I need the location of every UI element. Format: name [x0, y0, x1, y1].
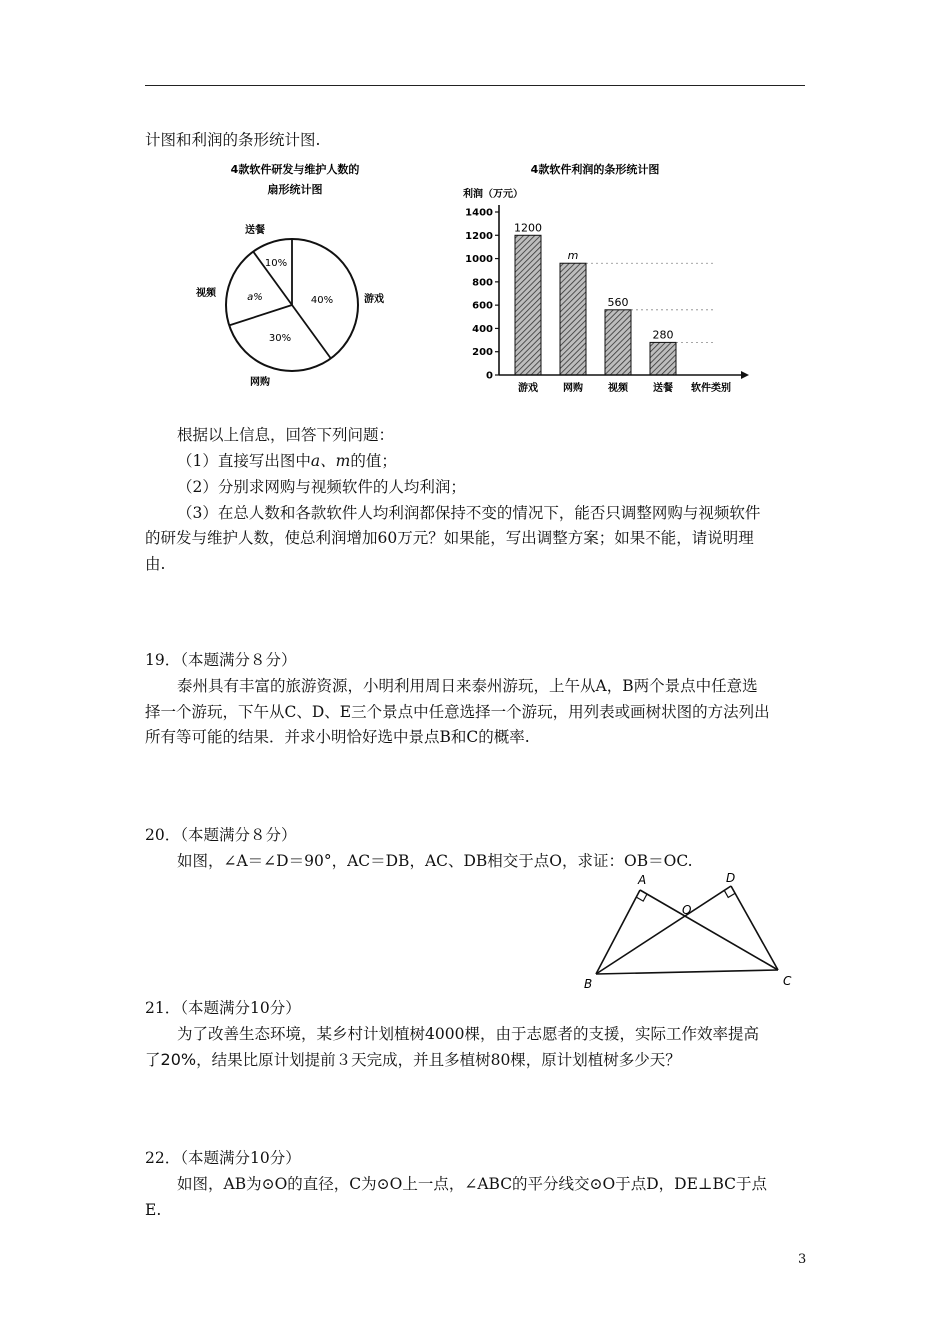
pie-label-shop: 网购	[250, 377, 270, 388]
q21-line2	[145, 1050, 681, 1070]
pie-pct-delivery: 10%	[264, 258, 288, 269]
q19-line3: 所有等可能的结果．并求小明恰好选中景点B和C的概率.	[145, 728, 530, 746]
header-rule	[145, 85, 805, 86]
q22-line1: 如图，AB为⊙O的直径，C为⊙O上一点，∠ABC的平分线交⊙O于点D，DE⊥BC于点	[177, 1175, 768, 1193]
bar-2	[560, 263, 586, 375]
bar-chart	[445, 155, 765, 400]
bar-y-tick-label: 1200	[465, 230, 493, 242]
q18-part3-line1: （3）在总人数和各款软件人均利润都保持不变的情况下，能否只调整网购与视频软件	[177, 504, 761, 522]
q18-part1-vars: a、m	[310, 452, 351, 470]
bar-y-tick-label: 600	[472, 300, 493, 312]
page-number: 3	[798, 1252, 807, 1267]
bar-category-label: 送餐	[653, 383, 673, 394]
pie-divider-game	[292, 305, 331, 358]
bar-x-axis-label: 软件类别	[691, 383, 731, 394]
q19-line2: 择一个游玩，下午从C、D、E三个景点中任意选择一个游玩，用列表或画树状图的方法列出	[145, 703, 770, 721]
bar-category-label: 游戏	[518, 383, 538, 394]
pie-pct-video: a%	[247, 292, 263, 303]
q20-figure	[578, 870, 808, 992]
bar-y-tick-label: 0	[486, 370, 493, 382]
bar-y-tick-label: 1400	[465, 207, 493, 219]
bar-4	[650, 342, 676, 375]
q18-part1-prefix: （1）直接写出图中	[177, 452, 311, 470]
pie-title-line1: 4款软件研发与维护人数的	[230, 163, 360, 176]
segment-bc	[596, 970, 778, 974]
bar-chart-title: 4款软件利润的条形统计图	[530, 163, 660, 176]
vertex-label-d: D	[726, 871, 736, 885]
bar-category-label: 视频	[608, 383, 628, 394]
bar-y-tick-label: 800	[472, 277, 493, 289]
pie-label-delivery: 送餐	[245, 225, 265, 236]
segment-bd	[596, 886, 731, 974]
bar-x-axis-arrow	[741, 371, 749, 379]
q18-lead: 根据以上信息，回答下列问题：	[177, 426, 395, 444]
q21-line2-a: 了	[145, 1051, 161, 1069]
q20-line1: 如图，∠A＝∠D＝90°，AC＝DB，AC、DB相交于点O，求证：OB＝OC.	[177, 852, 693, 870]
pie-label-game: 游戏	[364, 294, 384, 305]
segment-ab	[596, 890, 640, 974]
pie-chart	[190, 155, 400, 395]
q19-header: 19．（本题满分８分）	[145, 651, 297, 669]
bar-data-label: 560	[607, 295, 629, 309]
bar-category-label: 网购	[563, 383, 583, 394]
q18-part1	[177, 451, 397, 471]
q21-line2-pct: 20%	[160, 1050, 197, 1069]
vertex-label-c: C	[783, 974, 792, 988]
q21-line2-b: ，结果比原计划提前３天完成，并且多植树80棵，原计划植树多少天？	[196, 1051, 681, 1069]
bar-y-tick-label: 400	[472, 323, 493, 335]
q19-line1: 泰州具有丰富的旅游资源，小明利用周日来泰州游玩，上午从A，B两个景点中任意选	[177, 677, 758, 695]
bar-data-label: m	[567, 249, 579, 263]
q18-part3-line2: 的研发与维护人数，使总利润增加60万元？如果能，写出调整方案；如果不能，请说明理	[145, 529, 754, 547]
q18-part2: （2）分别求网购与视频软件的人均利润；	[177, 478, 466, 496]
q20-header: 20．（本题满分８分）	[145, 826, 297, 844]
bar-3	[605, 310, 631, 375]
q22-header: 22．（本题满分10分）	[145, 1149, 301, 1167]
vertex-label-b: B	[584, 977, 593, 991]
bar-y-tick-label: 200	[472, 347, 493, 359]
q21-line1: 为了改善生态环境，某乡村计划植树4000棵，由于志愿者的支援，实际工作效率提高	[177, 1025, 759, 1043]
pie-pct-game: 40%	[310, 295, 334, 306]
intro-text: 计图和利润的条形统计图.	[145, 131, 321, 149]
q18-part1-suffix: 的值；	[350, 452, 397, 470]
bar-data-label: 280	[652, 328, 674, 342]
segment-ac	[640, 890, 778, 970]
pie-pct-shop: 30%	[268, 333, 292, 344]
q22-line2: E.	[145, 1201, 162, 1219]
pie-title-line2: 扇形统计图	[267, 183, 323, 196]
vertex-label-a: A	[638, 873, 647, 887]
bar-y-axis-label: 利润（万元）	[463, 189, 523, 200]
bar-y-tick-label: 1000	[465, 254, 493, 266]
bar-data-label: 1200	[514, 221, 542, 235]
segment-dc	[731, 886, 778, 970]
bar-1	[515, 235, 541, 375]
pie-label-video: 视频	[196, 288, 216, 299]
pie-divider-shop	[229, 305, 292, 325]
vertex-label-o: O	[682, 903, 692, 917]
q18-part3-line3: 由.	[145, 555, 166, 573]
q21-header: 21．（本题满分10分）	[145, 999, 301, 1017]
